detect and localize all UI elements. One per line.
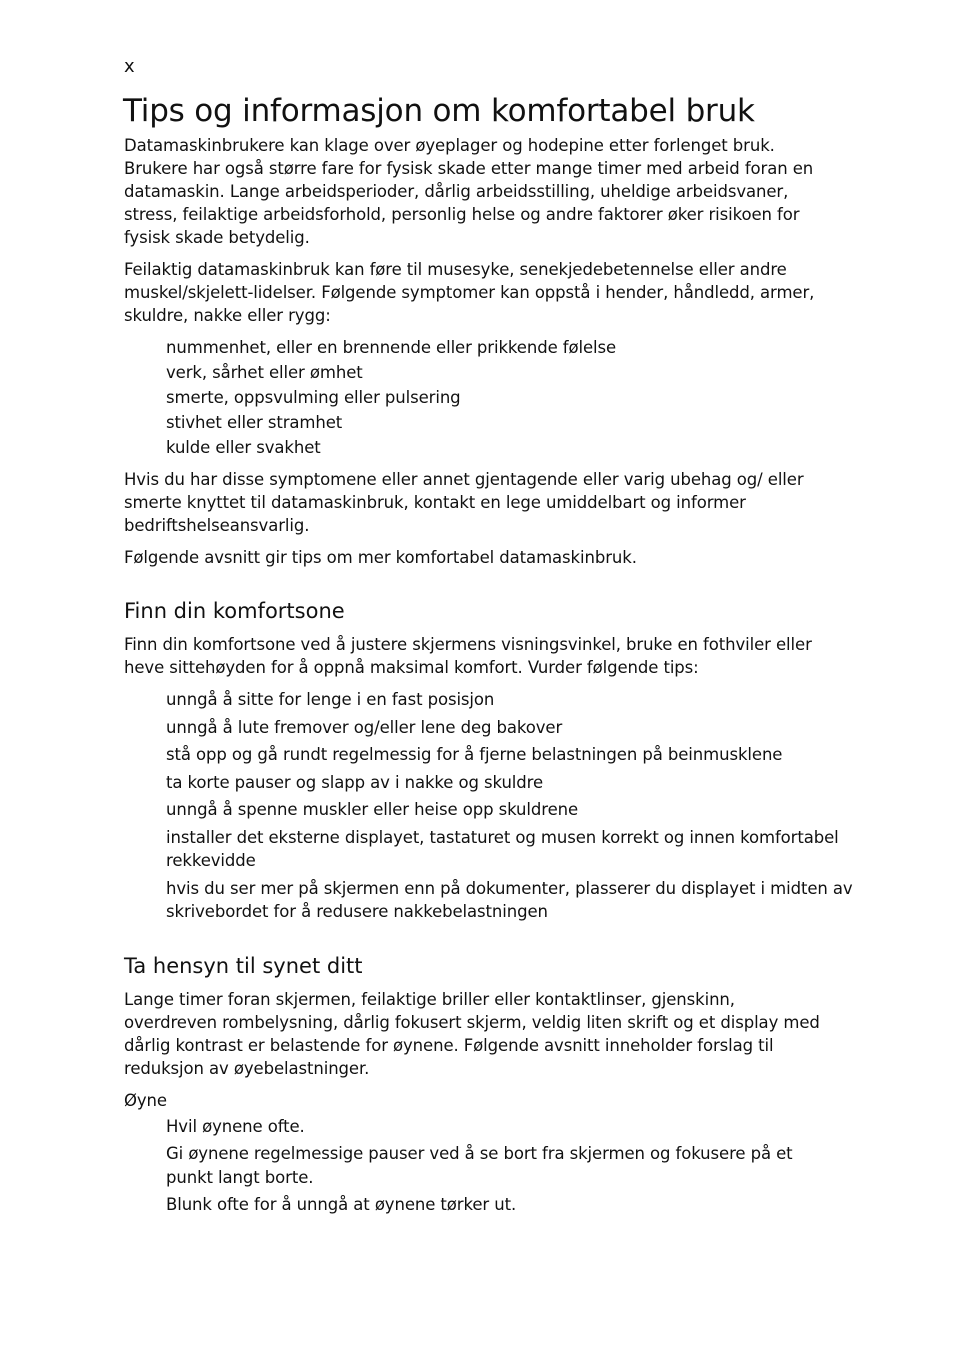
list-item: stivhet eller stramhet xyxy=(166,413,343,432)
page-title: Tips og informasjon om komfortabel bruk xyxy=(123,93,755,129)
list-item: unngå å spenne muskler eller heise opp skuldrene xyxy=(166,800,579,819)
list-item: Blunk ofte for å unngå at øynene tørker ut. xyxy=(166,1195,517,1214)
section-heading-comfort: Finn din komfortsone xyxy=(124,599,345,623)
list-item: ta korte pauser og slapp av i nakke og skuldre xyxy=(166,772,544,792)
eyes-tips-list xyxy=(124,1115,824,1217)
list-item: kulde eller svakhet xyxy=(166,438,321,457)
intro-paragraph-2: Feilaktig datamaskinbruk kan føre til musesyke, senekjedebetennelse eller andre muskel/skjelett-lidelser. Følgende symptomer kan oppstå i hender, håndledd, armer, skuldre, nakke eller rygg: xyxy=(124,260,815,325)
list-item: installer det eksterne displayet, tastaturet og musen korrekt og innen komfortabel rekkevidde xyxy=(166,827,839,870)
list-item: smerte, oppsvulming eller pulsering xyxy=(166,388,461,407)
comfort-tips-list xyxy=(124,688,856,924)
list-item: Hvil øynene ofte. xyxy=(166,1116,305,1136)
list-item: unngå å sitte for lenge i en fast posisjon xyxy=(166,690,495,709)
list-item: verk, sårhet eller ømhet xyxy=(166,363,363,382)
list-item: unngå å lute fremover og/eller lene deg bakover xyxy=(166,717,563,737)
comfort-paragraph: Finn din komfortsone ved å justere skjermens visningsvinkel, bruke en fothviler eller heve sittehøyden for å oppnå maksimal komfort. Vurder følgende tips: xyxy=(124,635,812,677)
vision-paragraph: Lange timer foran skjermen, feilaktige briller eller kontaktlinser, gjenskinn, overdreven rombelysning, dårlig fokusert skjerm, veldig liten skrift og et display med dårlig kontrast er belastende for øynene. Følgende avsnitt inneholder forslag til reduksjon av øyebelastninger. xyxy=(124,989,820,1078)
page-number: x xyxy=(124,56,135,77)
symptom-list xyxy=(124,336,824,459)
list-item: stå opp og gå rundt regelmessig for å fjerne belastningen på beinmusklene xyxy=(166,745,783,764)
document-page xyxy=(123,56,853,1226)
intro-paragraph-4: Følgende avsnitt gir tips om mer komfortabel datamaskinbruk. xyxy=(124,548,637,567)
list-item: nummenhet, eller en brennende eller prikkende følelse xyxy=(166,338,617,357)
intro-paragraph-1: Datamaskinbrukere kan klage over øyeplager og hodepine etter forlenget bruk. Brukere har også større fare for fysisk skade etter mange timer med arbeid foran en datamaskin. Lange arbeidsperioder, dårlig arbeidsstilling, uheldige arbeidsvaner, stress, feilaktige arbeidsforhold, personlig helse og andre faktorer øker risikoen for fysisk skade betydelig. xyxy=(124,136,814,247)
list-item: hvis du ser mer på skjermen enn på dokumenter, plasserer du displayet i midten av skrivebordet for å redusere nakkebelastningen xyxy=(166,878,853,921)
intro-paragraph-3: Hvis du har disse symptomene eller annet gjentagende eller varig ubehag og/ eller smerte knyttet til datamaskinbruk, kontakt en lege umiddelbart og informer bedriftshelseansvarlig. xyxy=(124,470,804,535)
eyes-label: Øyne xyxy=(124,1090,167,1110)
list-item: Gi øynene regelmessige pauser ved å se bort fra skjermen og fokusere på et punkt langt borte. xyxy=(166,1144,793,1187)
section-heading-vision: Ta hensyn til synet ditt xyxy=(124,953,363,978)
